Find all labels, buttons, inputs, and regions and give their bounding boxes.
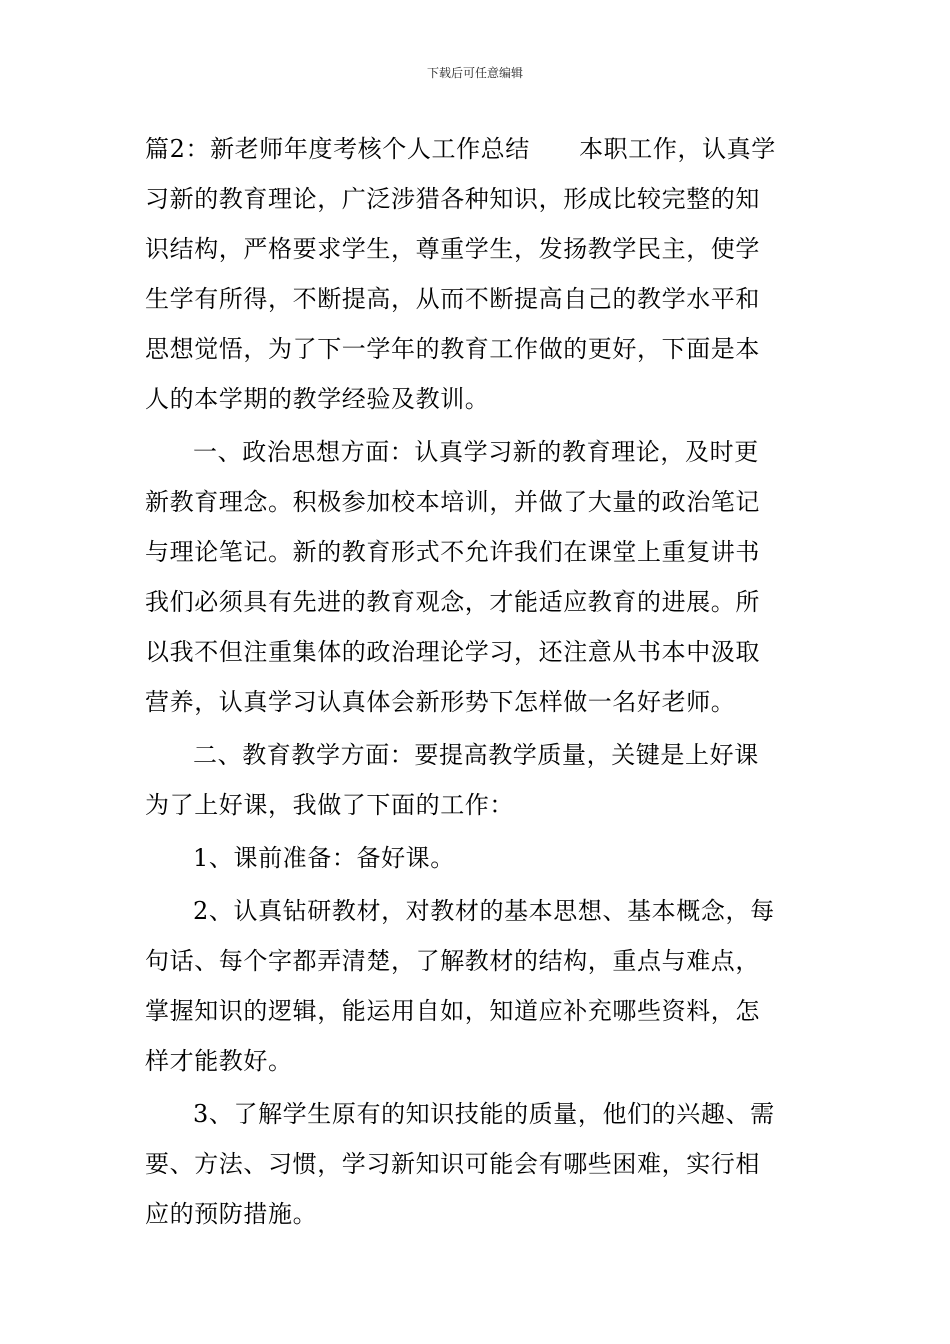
text-line: 营养，认真学习认真体会新形势下怎样做一名好老师。 <box>145 688 736 716</box>
text-line: 1、课前准备：备好课。 <box>193 844 455 872</box>
text-line: 新教育理念。积极参加校本培训，并做了大量的政治笔记 <box>145 488 760 516</box>
text-line: 人的本学期的教学经验及教训。 <box>145 385 490 413</box>
paragraph <box>145 730 805 830</box>
paragraph <box>145 886 805 1086</box>
text-line: 我们必须具有先进的教育观念，才能适应教育的进展。所 <box>145 588 760 616</box>
text-line: 句话、每个字都弄清楚，了解教材的结构，重点与难点， <box>145 947 760 975</box>
text-line: 思想觉悟，为了下一学年的教育工作做的更好，下面是本 <box>145 335 760 363</box>
text-line: 习新的教育理论，广泛涉猎各种知识，形成比较完整的知 <box>145 185 760 213</box>
text-line: 要、方法、习惯，学习新知识可能会有哪些困难，实行相 <box>145 1150 760 1178</box>
paragraph <box>145 124 805 424</box>
text-line: 一、政治思想方面：认真学习新的教育理论，及时更 <box>193 438 759 466</box>
paragraph <box>145 833 805 883</box>
document-body <box>145 124 805 1239</box>
text-line: 二、教育教学方面：要提高教学质量，关键是上好课 <box>193 741 759 769</box>
text-line: 篇2：新老师年度考核个人工作总结 本职工作，认真学 <box>145 135 776 163</box>
page-header <box>0 64 950 82</box>
text-line: 应的预防措施。 <box>145 1200 318 1228</box>
text-line: 3、了解学生原有的知识技能的质量，他们的兴趣、需 <box>193 1100 775 1128</box>
text-line: 样才能教好。 <box>145 1047 293 1075</box>
paragraph <box>145 427 805 727</box>
text-line: 为了上好课，我做了下面的工作： <box>145 791 514 819</box>
text-line: 2、认真钻研教材，对教材的基本思想、基本概念，每 <box>193 897 775 925</box>
text-line: 识结构，严格要求学生，尊重学生，发扬教学民主，使学 <box>145 235 760 263</box>
paragraph <box>145 1089 805 1239</box>
text-line: 掌握知识的逻辑，能运用自如，知道应补充哪些资料，怎 <box>145 997 760 1025</box>
text-line: 以我不但注重集体的政治理论学习，还注意从书本中汲取 <box>145 638 760 666</box>
header-text: 下载后可任意编辑 <box>426 66 523 80</box>
text-line: 生学有所得，不断提高，从而不断提高自己的教学水平和 <box>145 285 760 313</box>
text-line: 与理论笔记。新的教育形式不允许我们在课堂上重复讲书 <box>145 538 760 566</box>
